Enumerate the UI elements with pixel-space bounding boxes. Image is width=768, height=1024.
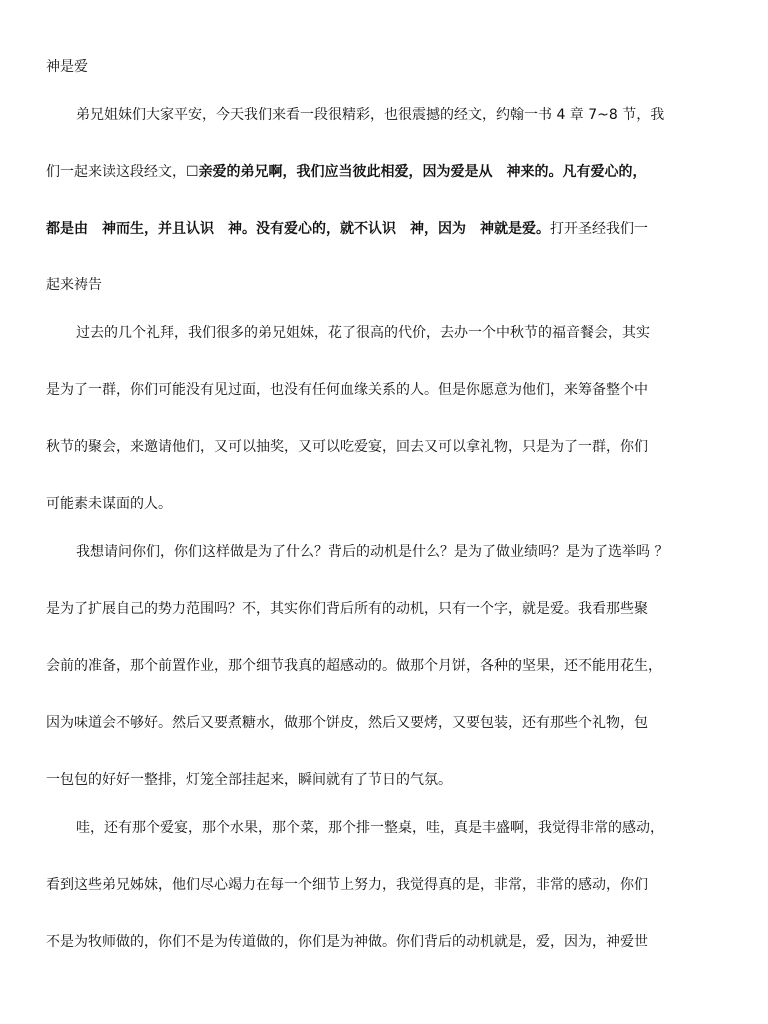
text-line [46,220,648,238]
scripture-quote: 都是由 神而生，并且认识 神。没有爱心的，就不认识 神，因为 神就是爱。 [46,221,550,237]
text-segment: 们一起来读这段经文， [46,164,186,180]
text-line: 一包包的好好一整排，灯笼全部挂起来，瞬间就有了节日的气氛。 [46,772,452,788]
scripture-quote: 亲爱的弟兄啊，我们应当彼此相爱，因为爱是从 神来的。凡有爱心的， [198,164,647,180]
text-line: 不是为牧师做的，你们不是为传道做的，你们是为神做。你们背后的动机就是，爱，因为，神爱世 [46,934,648,950]
text-line: 会前的准备，那个前置作业，那个细节我真的超感动的。做那个月饼，各种的坚果，还不能用花生， [46,658,662,674]
text-line: 秋节的聚会，来邀请他们，又可以抽奖，又可以吃爱宴，回去又可以拿礼物，只是为了一群，你们 [46,439,648,455]
text-line: 可能素未谋面的人。 [46,496,172,512]
text-line: 过去的几个礼拜，我们很多的弟兄姐妹，花了很高的代价，去办一个中秋节的福音餐会，其实 [76,325,650,341]
text-line: 哇，还有那个爱宴，那个水果，那个菜，那个排一整桌，哇，真是丰盛啊，我觉得非常的感动， [76,820,664,836]
text-line: 是为了一群，你们可能没有见过面，也没有任何血缘关系的人。但是你愿意为他们，来筹备整个中 [46,382,648,398]
text-segment: 打开圣经我们一 [550,221,648,237]
text-line: 起来祷告 [46,277,102,293]
text-line: 弟兄姐妹们大家平安，今天我们来看一段很精彩，也很震撼的经文，约翰一书 4 章 7~8 节，我 [76,107,665,123]
document-title: 神是爱 [46,59,88,75]
text-line: 看到这些弟兄姊妹，他们尽心竭力在每一个细节上努力，我觉得真的是，非常，非常的感动，你们 [46,877,648,893]
text-line: 因为味道会不够好。然后又要煮糖水，做那个饼皮，然后又要烤，又要包装，还有那些个礼物，包 [46,715,648,731]
text-line: 是为了扩展自己的势力范围吗？不，其实你们背后所有的动机，只有一个字，就是爱。我看那些聚 [46,601,648,617]
text-line: 我想请问你们，你们这样做是为了什么？背后的动机是什么？是为了做业绩吗？是为了选举吗 ？ [76,544,669,560]
missing-glyph-box: ☐ [186,164,199,180]
text-line [46,163,647,181]
